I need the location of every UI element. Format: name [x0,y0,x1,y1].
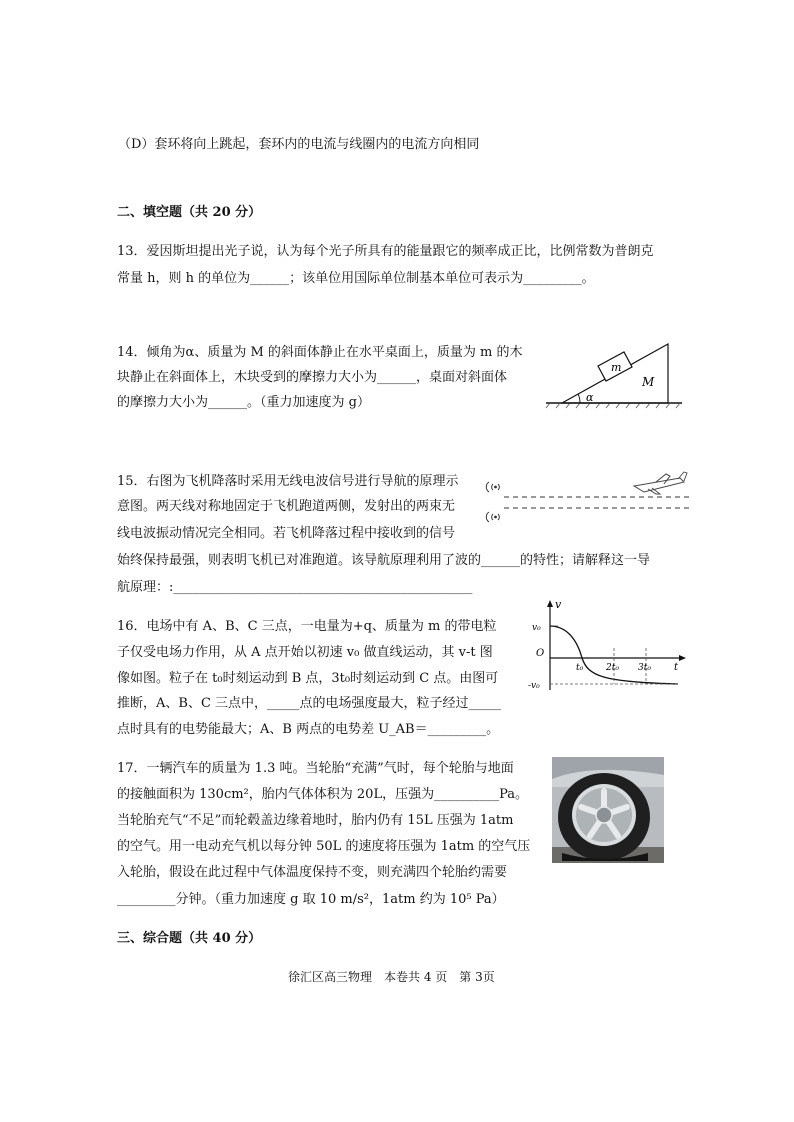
tick-label-t0: t₀ [576,663,584,673]
section2-title: 二、填空题（共 20 分） [117,205,262,220]
angle-label-alpha: α [586,391,594,404]
incline-figure [540,336,690,412]
q14-line3: 的摩擦力大小为______。（重力加速度为 g） [117,395,370,410]
q15-line3: 线电波振动情况完全相同。若飞机降落过程中接收到的信号 [117,526,456,541]
q17-line6: _________分钟。（重力加速度 g 取 10 m/s²，1atm 约为 10⁵ Pa） [117,892,505,907]
antenna-top-icon [486,482,499,492]
section3-title: 三、综合题（共 40 分） [117,931,262,946]
q15-line4: 始终保持最强，则表明飞机已对准跑道。该导航原理利用了波的______的特性；请解释这一导 [117,553,651,568]
tick-label-v0: v₀ [532,623,541,633]
q12-option-d: （D）套环将向上跳起，套环内的电流与线圈内的电流方向相同 [118,137,480,152]
runway-navigation-figure [484,470,694,526]
q16-line1: 16．电场中有 A、B、C 三点，一电量为+q、质量为 m 的带电粒 [117,619,497,634]
origin-label: O [536,648,545,659]
q16-line4: 推断，A、B、C 三点中，_____点的电场强度最大，粒子经过_____ [117,696,502,711]
q15-line2: 意图。两天线对称地固定于飞机跑道两侧，发射出的两束无 [117,499,456,514]
q16-line3: 像如图。粒子在 t₀时刻运动到 B 点，3t₀时刻运动到 C 点。由图可 [117,671,499,686]
q17-line4: 的空气。用一电动充气机以每分钟 50L 的速度将压强为 1atm 的空气压 [117,839,531,854]
q14-line1: 14．倾角为α、质量为 M 的斜面体静止在水平桌面上，质量为 m 的木 [117,345,523,360]
q16-line2: 子仅受电场力作用，从 A 点开始以初速 v₀ 做直线运动，其 v-t 图 [117,645,493,660]
axis-label-v: v [555,598,562,611]
incline-label-M: M [642,375,655,389]
q15-line5: 航原理：:______________________________________________ [117,580,473,595]
q13-line2: 常量 h，则 h 的单位为______；该单位用国际单位制基本单位可表示为_________。 [117,271,595,286]
antenna-bottom-icon [486,512,499,522]
vt-graph [528,598,688,694]
block-label-m: m [611,361,622,374]
tick-label-2t0: 2t₀ [606,663,619,673]
q17-line3: 当轮胎充气“不足”而轮毂盖边缘着地时，胎内仍有 15L 压强为 1atm [117,813,514,828]
q17-line1: 17．一辆汽车的质量为 1.3 吨。当轮胎“充满”气时，每个轮胎与地面 [117,761,514,776]
q14-line2: 块静止在斜面体上，木块受到的摩擦力大小为______，桌面对斜面体 [117,370,508,385]
tick-label-3t0: 3t₀ [638,663,651,673]
q16-line5: 点时具有的电势能最大；A、B 两点的电势差 U_AB＝_________。 [117,722,500,737]
page-footer: 徐汇区高三物理 本卷共 4 页 第 3页 [288,970,495,984]
q15-line1: 15．右图为飞机降落时采用无线电波信号进行导航的原理示 [117,474,459,489]
airplane-icon [634,472,687,494]
q17-line2: 的接触面积为 130cm²，胎内气体体积为 20L，压强为__________Pa。 [117,787,528,802]
axis-label-t: t [674,662,679,673]
q13-line1: 13．爱因斯坦提出光子说，认为每个光子所具有的能量跟它的频率成正比，比例常数为普朗克 [117,244,654,259]
tick-label-neg-v0: -v₀ [528,681,540,691]
q17-line5: 入轮胎，假设在此过程中气体温度保持不变，则充满四个轮胎约需要 [117,865,508,880]
flat-tire-photo [552,757,664,863]
